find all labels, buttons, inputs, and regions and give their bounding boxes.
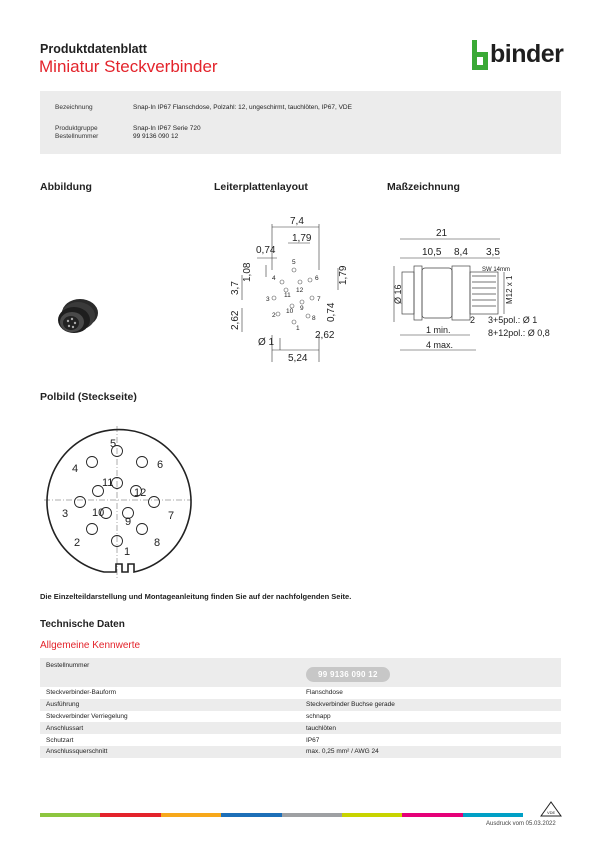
logo-mark-icon	[470, 40, 490, 72]
dim-1-min: 1 min.	[426, 325, 451, 335]
pcb-pin-5: 5	[292, 259, 296, 266]
table-row	[40, 711, 561, 723]
dim-2-62-left: 2,62	[230, 310, 241, 330]
dim-8-4: 8,4	[454, 247, 468, 258]
dim-sw14: SW 14mm	[482, 267, 511, 273]
pin-layout-drawing	[42, 424, 192, 580]
pcb-pin-4: 4	[272, 275, 276, 282]
color-segment	[282, 813, 342, 817]
assembly-note: Die Einzelteildarstellung und Montageanleitung finden Sie auf der nachfolgenden Seite.	[40, 592, 352, 601]
dim-1-08: 1,08	[242, 262, 253, 282]
heading-polbild: Polbild (Steckseite)	[40, 391, 137, 403]
pin-2: 2	[74, 537, 81, 549]
product-info-box	[40, 91, 561, 154]
pin-7: 7	[168, 510, 175, 522]
label-bezeichnung: Bezeichnung	[55, 104, 93, 111]
color-segment	[40, 813, 100, 817]
dim-7-4: 7,4	[290, 216, 304, 227]
label-produktgruppe: Produktgruppe	[55, 125, 98, 132]
spec-label: Anschlussart	[40, 722, 300, 734]
pin-12: 12	[134, 487, 147, 499]
dim-2: 2	[470, 315, 476, 325]
table-row	[40, 699, 561, 711]
page-subtitle: Miniatur Steckverbinder	[39, 57, 218, 76]
spec-value: max. 0,25 mm² / AWG 24	[300, 746, 561, 758]
pcb-pin-3: 3	[266, 296, 270, 303]
value-bestellnummer: 99 9136 090 12	[133, 133, 179, 140]
vde-logo	[540, 801, 562, 817]
spec-value: IP67	[306, 736, 320, 744]
dim-10-5: 10,5	[422, 247, 442, 258]
pcb-pin-10: 10	[286, 308, 294, 315]
value-produktgruppe: Snap-In IP67 Serie 720	[133, 125, 201, 132]
dim-4-max: 4 max.	[426, 340, 454, 350]
product-photo	[50, 293, 102, 341]
table-row	[40, 722, 561, 734]
heading-technische-daten: Technische Daten	[40, 619, 125, 630]
color-segment	[342, 813, 402, 817]
heading-abbildung: Abbildung	[40, 181, 92, 193]
pcb-layout-drawing	[222, 210, 362, 368]
pcb-pin-1: 1	[296, 325, 300, 332]
vde-text: VDE	[547, 810, 556, 815]
value-bezeichnung: Snap-In IP67 Flanschdose, Polzahl: 12, ungeschirmt, tauchlöten, IP67, VDE	[133, 104, 352, 111]
heading-allgemeine-kennwerte: Allgemeine Kennwerte	[40, 640, 141, 651]
pin-1: 1	[124, 546, 131, 558]
dim-3-7: 3,7	[230, 281, 241, 295]
pcb-pin-11: 11	[284, 292, 291, 299]
heading-masszeichnung: Maßzeichnung	[387, 181, 460, 193]
spec-label: Steckverbinder Verriegelung	[46, 712, 128, 720]
pin-10: 10	[92, 507, 105, 519]
pcb-pin-7: 7	[317, 296, 321, 303]
order-number-pill: 99 9136 090 12	[306, 667, 390, 682]
color-segment	[100, 813, 160, 817]
dim-m12: M12 x 1	[505, 275, 514, 304]
heading-leiterplattenlayout: Leiterplattenlayout	[214, 181, 308, 193]
spec-value: schnapp	[306, 712, 331, 720]
color-segment	[221, 813, 281, 817]
label-bestellnummer: Bestellnummer	[55, 133, 99, 140]
dim-pins-8-12: 8+12pol.: Ø 0,8	[488, 328, 550, 338]
dim-d1: Ø 1	[258, 337, 275, 348]
pcb-pin-6: 6	[315, 275, 319, 282]
page-title: Produktdatenblatt	[40, 42, 147, 56]
dim-1-79-right: 1,79	[338, 265, 349, 285]
spec-label: Anschlussquerschnitt	[40, 746, 300, 758]
color-segment	[161, 813, 221, 817]
spec-value: Steckverbinder Buchse gerade	[300, 699, 561, 711]
spec-value	[300, 658, 561, 687]
spec-label: Ausführung	[40, 699, 300, 711]
pin-9: 9	[125, 516, 132, 528]
dimension-drawing	[382, 222, 557, 362]
dim-d16: Ø 16	[393, 284, 403, 304]
pcb-pin-9: 9	[300, 305, 304, 312]
pin-8: 8	[154, 537, 161, 549]
color-segment	[463, 813, 523, 817]
spec-value: tauchlöten	[300, 722, 561, 734]
table-row	[40, 687, 561, 699]
dim-0-74: 0,74	[256, 245, 276, 256]
pcb-pin-12: 12	[296, 287, 304, 294]
pin-6: 6	[157, 459, 164, 471]
color-segment	[402, 813, 462, 817]
pin-3: 3	[62, 508, 69, 520]
dim-21: 21	[436, 228, 448, 239]
spec-label: Schutzart	[46, 736, 74, 744]
table-row	[40, 658, 561, 687]
dim-pins-3-5: 3+5pol.: Ø 1	[488, 315, 538, 325]
pin-5: 5	[110, 438, 117, 450]
pcb-pin-2: 2	[272, 312, 276, 319]
spec-table	[40, 658, 561, 758]
binder-logo	[470, 40, 564, 72]
dim-1-79-top: 1,79	[292, 233, 312, 244]
dim-3-5: 3,5	[486, 247, 500, 258]
print-date: Ausdruck vom 05.03.2022	[486, 821, 556, 827]
dim-2-62-bottom: 2,62	[315, 330, 335, 341]
dim-0-74-right: 0,74	[326, 302, 337, 322]
pin-11: 11	[102, 477, 114, 489]
logo-text: binder	[490, 40, 564, 68]
table-row	[40, 734, 561, 746]
spec-label: Bestellnummer	[40, 658, 300, 687]
spec-value: Flanschdose	[306, 689, 343, 697]
pin-4: 4	[72, 463, 79, 475]
spec-label: Steckverbinder-Bauform	[46, 689, 117, 697]
pcb-pin-8: 8	[312, 315, 316, 322]
table-row	[40, 746, 561, 758]
footer-color-bar	[40, 813, 523, 817]
dim-5-24: 5,24	[288, 353, 308, 364]
